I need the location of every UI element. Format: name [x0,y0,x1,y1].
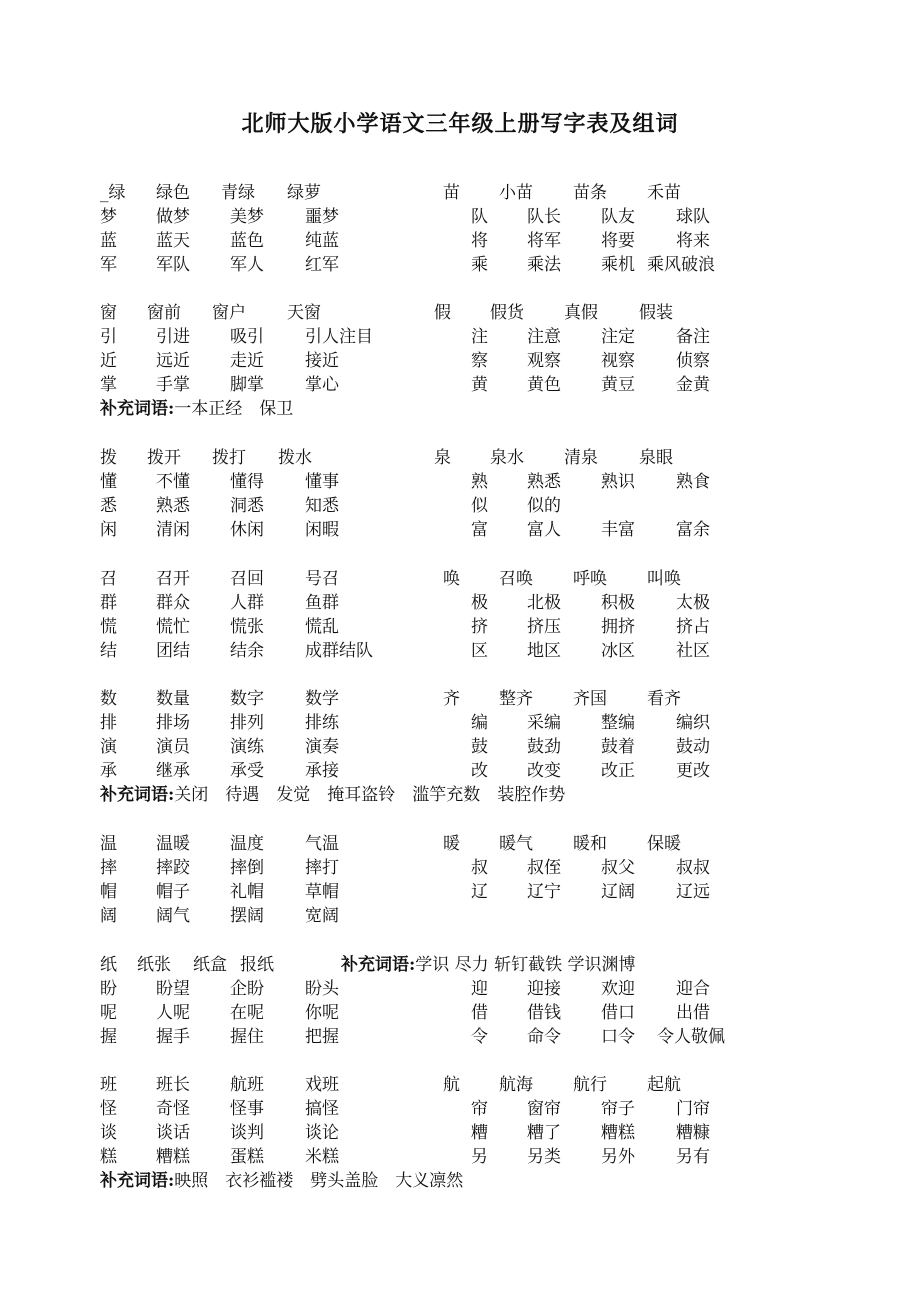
word: 借钱 [527,1003,561,1023]
word: 熟识 [601,472,635,492]
word: 礼帽 [230,882,264,902]
word: 人群 [230,593,264,613]
word: 暖气 [499,834,533,854]
word: 富余 [676,520,710,540]
character: 摔 [100,858,117,878]
word: 积极 [601,593,635,613]
word: 在呢 [230,1003,264,1023]
word: 观察 [527,351,561,371]
character: 黄 [471,375,488,395]
word: 蓝色 [230,231,264,251]
word: 人呢 [156,1003,190,1023]
word: 帽子 [156,882,190,902]
word: 乘风破浪 [647,255,715,275]
word: 泉眼 [639,448,673,468]
character: 区 [471,641,488,661]
word: 纸张 [137,955,171,975]
word: 糟糠 [676,1123,710,1143]
word: 谈判 [230,1123,264,1143]
character: 另 [471,1147,488,1167]
word: 将来 [676,231,710,251]
word: 掌心 [305,375,339,395]
word: 富人 [527,520,561,540]
character: 群 [100,593,117,613]
character: 察 [471,351,488,371]
character: 怪 [100,1099,117,1119]
character: 将 [471,231,488,251]
character: 阔 [100,906,117,926]
word: 另类 [527,1147,561,1167]
word: 天窗 [287,303,321,323]
word: 社区 [676,641,710,661]
supplement-line [341,955,636,975]
supplement-label: 补充词语: [100,399,175,419]
word: 另外 [601,1147,635,1167]
word: 乘法 [527,255,561,275]
word: 排场 [156,713,190,733]
word: 把握 [305,1027,339,1047]
character: 熟 [471,472,488,492]
character: 蓝 [100,231,117,251]
character: 辽 [471,882,488,902]
word: 红军 [305,255,339,275]
word: 谈话 [156,1123,190,1143]
character: 闲 [100,520,117,540]
word: 承受 [230,761,264,781]
word: 迎接 [527,979,561,999]
word: 改变 [527,761,561,781]
supplement-line [100,785,565,805]
word: 握手 [156,1027,190,1047]
character: 糟 [471,1123,488,1143]
word: 北极 [527,593,561,613]
word: 摆阔 [230,906,264,926]
supplement-label: 补充词语: [100,785,175,805]
word: 接近 [305,351,339,371]
word: 泉水 [490,448,524,468]
word: 队长 [527,207,561,227]
character: 窗 [100,303,117,323]
word: 慌忙 [156,617,190,637]
character: 富 [471,520,488,540]
word: 假货 [490,303,524,323]
word: 洞悉 [230,496,264,516]
word: 演奏 [305,737,339,757]
word: 齐国 [573,689,607,709]
word: 糟糕 [601,1123,635,1143]
word: 整齐 [499,689,533,709]
word: 报纸 [240,955,274,975]
word: 鼓着 [601,737,635,757]
character: 拨 [100,448,117,468]
word: 米糕 [305,1147,339,1167]
page-title: 北师大版小学语文三年级上册写字表及组词 [241,111,679,137]
word: 球队 [676,207,710,227]
character: 悉 [100,496,117,516]
word: 不懂 [156,472,190,492]
character: 演 [100,737,117,757]
word: 数学 [305,689,339,709]
word: 吸引 [230,327,264,347]
word: 绿色 [156,183,190,203]
word: 将军 [527,231,561,251]
character: 数 [100,689,117,709]
word: 叔叔 [676,858,710,878]
word: 演员 [156,737,190,757]
word: 群众 [156,593,190,613]
word: 盼望 [156,979,190,999]
word: 出借 [676,1003,710,1023]
character: 温 [100,834,117,854]
word: 拥挤 [601,617,635,637]
word: 草帽 [305,882,339,902]
supplement-line [100,399,293,419]
word: 小苗 [499,183,533,203]
character: 掌 [100,375,117,395]
word: 握住 [230,1027,264,1047]
word: 帘子 [601,1099,635,1119]
word: 起航 [647,1075,681,1095]
word: 鼓劲 [527,737,561,757]
character: 借 [471,1003,488,1023]
word: 清泉 [564,448,598,468]
word: 鱼群 [305,593,339,613]
word: 引进 [156,327,190,347]
word: 气温 [305,834,339,854]
word: 纸盒 [193,955,227,975]
character: 纸 [100,955,117,975]
word: 摔跤 [156,858,190,878]
word: 蛋糕 [230,1147,264,1167]
word: 禾苗 [647,183,681,203]
word: 辽宁 [527,882,561,902]
character: 队 [471,207,488,227]
word: 苗条 [573,183,607,203]
word: 军队 [156,255,190,275]
word: 改正 [601,761,635,781]
word: 辽阔 [601,882,635,902]
character: 叔 [471,858,488,878]
word: 欢迎 [601,979,635,999]
word: 注意 [527,327,561,347]
word: 谈论 [305,1123,339,1143]
character: 乘 [471,255,488,275]
word: 温暖 [156,834,190,854]
word: 班长 [156,1075,190,1095]
character: 苗 [443,183,460,203]
word: 窗前 [147,303,181,323]
word: 脚掌 [230,375,264,395]
word: 承接 [305,761,339,781]
character: 糕 [100,1147,117,1167]
word: 令人敬佩 [657,1027,725,1047]
word: 更改 [676,761,710,781]
word: 引人注目 [305,327,373,347]
character: 迎 [471,979,488,999]
character: 召 [100,569,117,589]
word: 摔打 [305,858,339,878]
character: 懂 [100,472,117,492]
word: 辽远 [676,882,710,902]
word: 拨开 [147,448,181,468]
word: 噩梦 [305,207,339,227]
character: 注 [471,327,488,347]
word: 黄豆 [601,375,635,395]
word: 门帘 [676,1099,710,1119]
word: 温度 [230,834,264,854]
character: 挤 [471,617,488,637]
word: 采编 [527,713,561,733]
word: 挤占 [676,617,710,637]
word: 演练 [230,737,264,757]
word: 召开 [156,569,190,589]
character: 唤 [443,569,460,589]
character: 改 [471,761,488,781]
word: 口令 [601,1027,635,1047]
word: 闲暇 [305,520,339,540]
word: 将要 [601,231,635,251]
word: 戏班 [305,1075,339,1095]
word: 暖和 [573,834,607,854]
word: 糟糕 [156,1147,190,1167]
character: 呢 [100,1003,117,1023]
word: 拨水 [278,448,312,468]
word: 清闲 [156,520,190,540]
word: 美梦 [230,207,264,227]
word: 队友 [601,207,635,227]
word: 整编 [601,713,635,733]
word: 成群结队 [305,641,373,661]
word: 团结 [156,641,190,661]
word: 航行 [573,1075,607,1095]
word: 休闲 [230,520,264,540]
word: 金黄 [676,375,710,395]
word: 糟了 [527,1123,561,1143]
character: 齐 [443,689,460,709]
word: 做梦 [156,207,190,227]
word: 手掌 [156,375,190,395]
character: 帽 [100,882,117,902]
word: 拨打 [212,448,246,468]
word: 视察 [601,351,635,371]
character: 盼 [100,979,117,999]
supplement-words: 学识 尽力 斩钉截铁 学识渊博 [415,955,636,975]
word: 企盼 [230,979,264,999]
character: 握 [100,1027,117,1047]
word: 挤压 [527,617,561,637]
word: 窗户 [212,303,246,323]
word: 纯蓝 [305,231,339,251]
word: 你呢 [305,1003,339,1023]
character: _绿 [100,183,126,203]
word: 叔侄 [527,858,561,878]
word: 航班 [230,1075,264,1095]
word: 注定 [601,327,635,347]
character: 承 [100,761,117,781]
word: 懂事 [305,472,339,492]
word: 叫唤 [647,569,681,589]
word: 排列 [230,713,264,733]
character: 班 [100,1075,117,1095]
word: 航海 [499,1075,533,1095]
character: 近 [100,351,117,371]
word: 军人 [230,255,264,275]
word: 搞怪 [305,1099,339,1119]
character: 编 [471,713,488,733]
word: 懂得 [230,472,264,492]
word: 继承 [156,761,190,781]
word: 慌张 [230,617,264,637]
character: 泉 [434,448,451,468]
word: 命令 [527,1027,561,1047]
word: 假装 [639,303,673,323]
word: 慌乱 [305,617,339,637]
word: 鼓动 [676,737,710,757]
word: 冰区 [601,641,635,661]
word: 丰富 [601,520,635,540]
word: 侦察 [676,351,710,371]
supplement-words: 映照 衣衫褴褛 劈头盖脸 大义凛然 [174,1171,464,1191]
word: 青绿 [221,183,255,203]
word: 迎合 [676,979,710,999]
word: 编织 [676,713,710,733]
character: 谈 [100,1123,117,1143]
character: 排 [100,713,117,733]
word: 盼头 [305,979,339,999]
word: 地区 [527,641,561,661]
character: 慌 [100,617,117,637]
character: 暖 [443,834,460,854]
word: 摔倒 [230,858,264,878]
word: 奇怪 [156,1099,190,1119]
word: 窗帘 [527,1099,561,1119]
word: 似的 [527,496,561,516]
supplement-label: 补充词语: [341,955,416,975]
word: 绿萝 [287,183,321,203]
word: 另有 [676,1147,710,1167]
word: 乘机 [601,255,635,275]
word: 结余 [230,641,264,661]
word: 熟食 [676,472,710,492]
supplement-words: 关闭 待遇 发觉 掩耳盗铃 滥竽充数 装腔作势 [174,785,566,805]
character: 似 [471,496,488,516]
word: 真假 [564,303,598,323]
word: 熟悉 [156,496,190,516]
word: 备注 [676,327,710,347]
word: 保暖 [647,834,681,854]
word: 召唤 [499,569,533,589]
word: 号召 [305,569,339,589]
word: 熟悉 [527,472,561,492]
character: 结 [100,641,117,661]
character: 军 [100,255,117,275]
word: 看齐 [647,689,681,709]
word: 阔气 [156,906,190,926]
character: 梦 [100,207,117,227]
word: 召回 [230,569,264,589]
supplement-words: 一本正经 保卫 [174,399,294,419]
word: 借口 [601,1003,635,1023]
supplement-label: 补充词语: [100,1171,175,1191]
word: 怪事 [230,1099,264,1119]
character: 鼓 [471,737,488,757]
supplement-line [100,1171,463,1191]
word: 数字 [230,689,264,709]
word: 呼唤 [573,569,607,589]
word: 走近 [230,351,264,371]
character: 极 [471,593,488,613]
word: 知悉 [305,496,339,516]
word: 远近 [156,351,190,371]
word: 叔父 [601,858,635,878]
character: 帘 [471,1099,488,1119]
word: 宽阔 [305,906,339,926]
word: 数量 [156,689,190,709]
character: 引 [100,327,117,347]
word: 太极 [676,593,710,613]
word: 排练 [305,713,339,733]
character: 令 [471,1027,488,1047]
character: 航 [443,1075,460,1095]
word: 蓝天 [156,231,190,251]
word: 黄色 [527,375,561,395]
character: 假 [434,303,451,323]
